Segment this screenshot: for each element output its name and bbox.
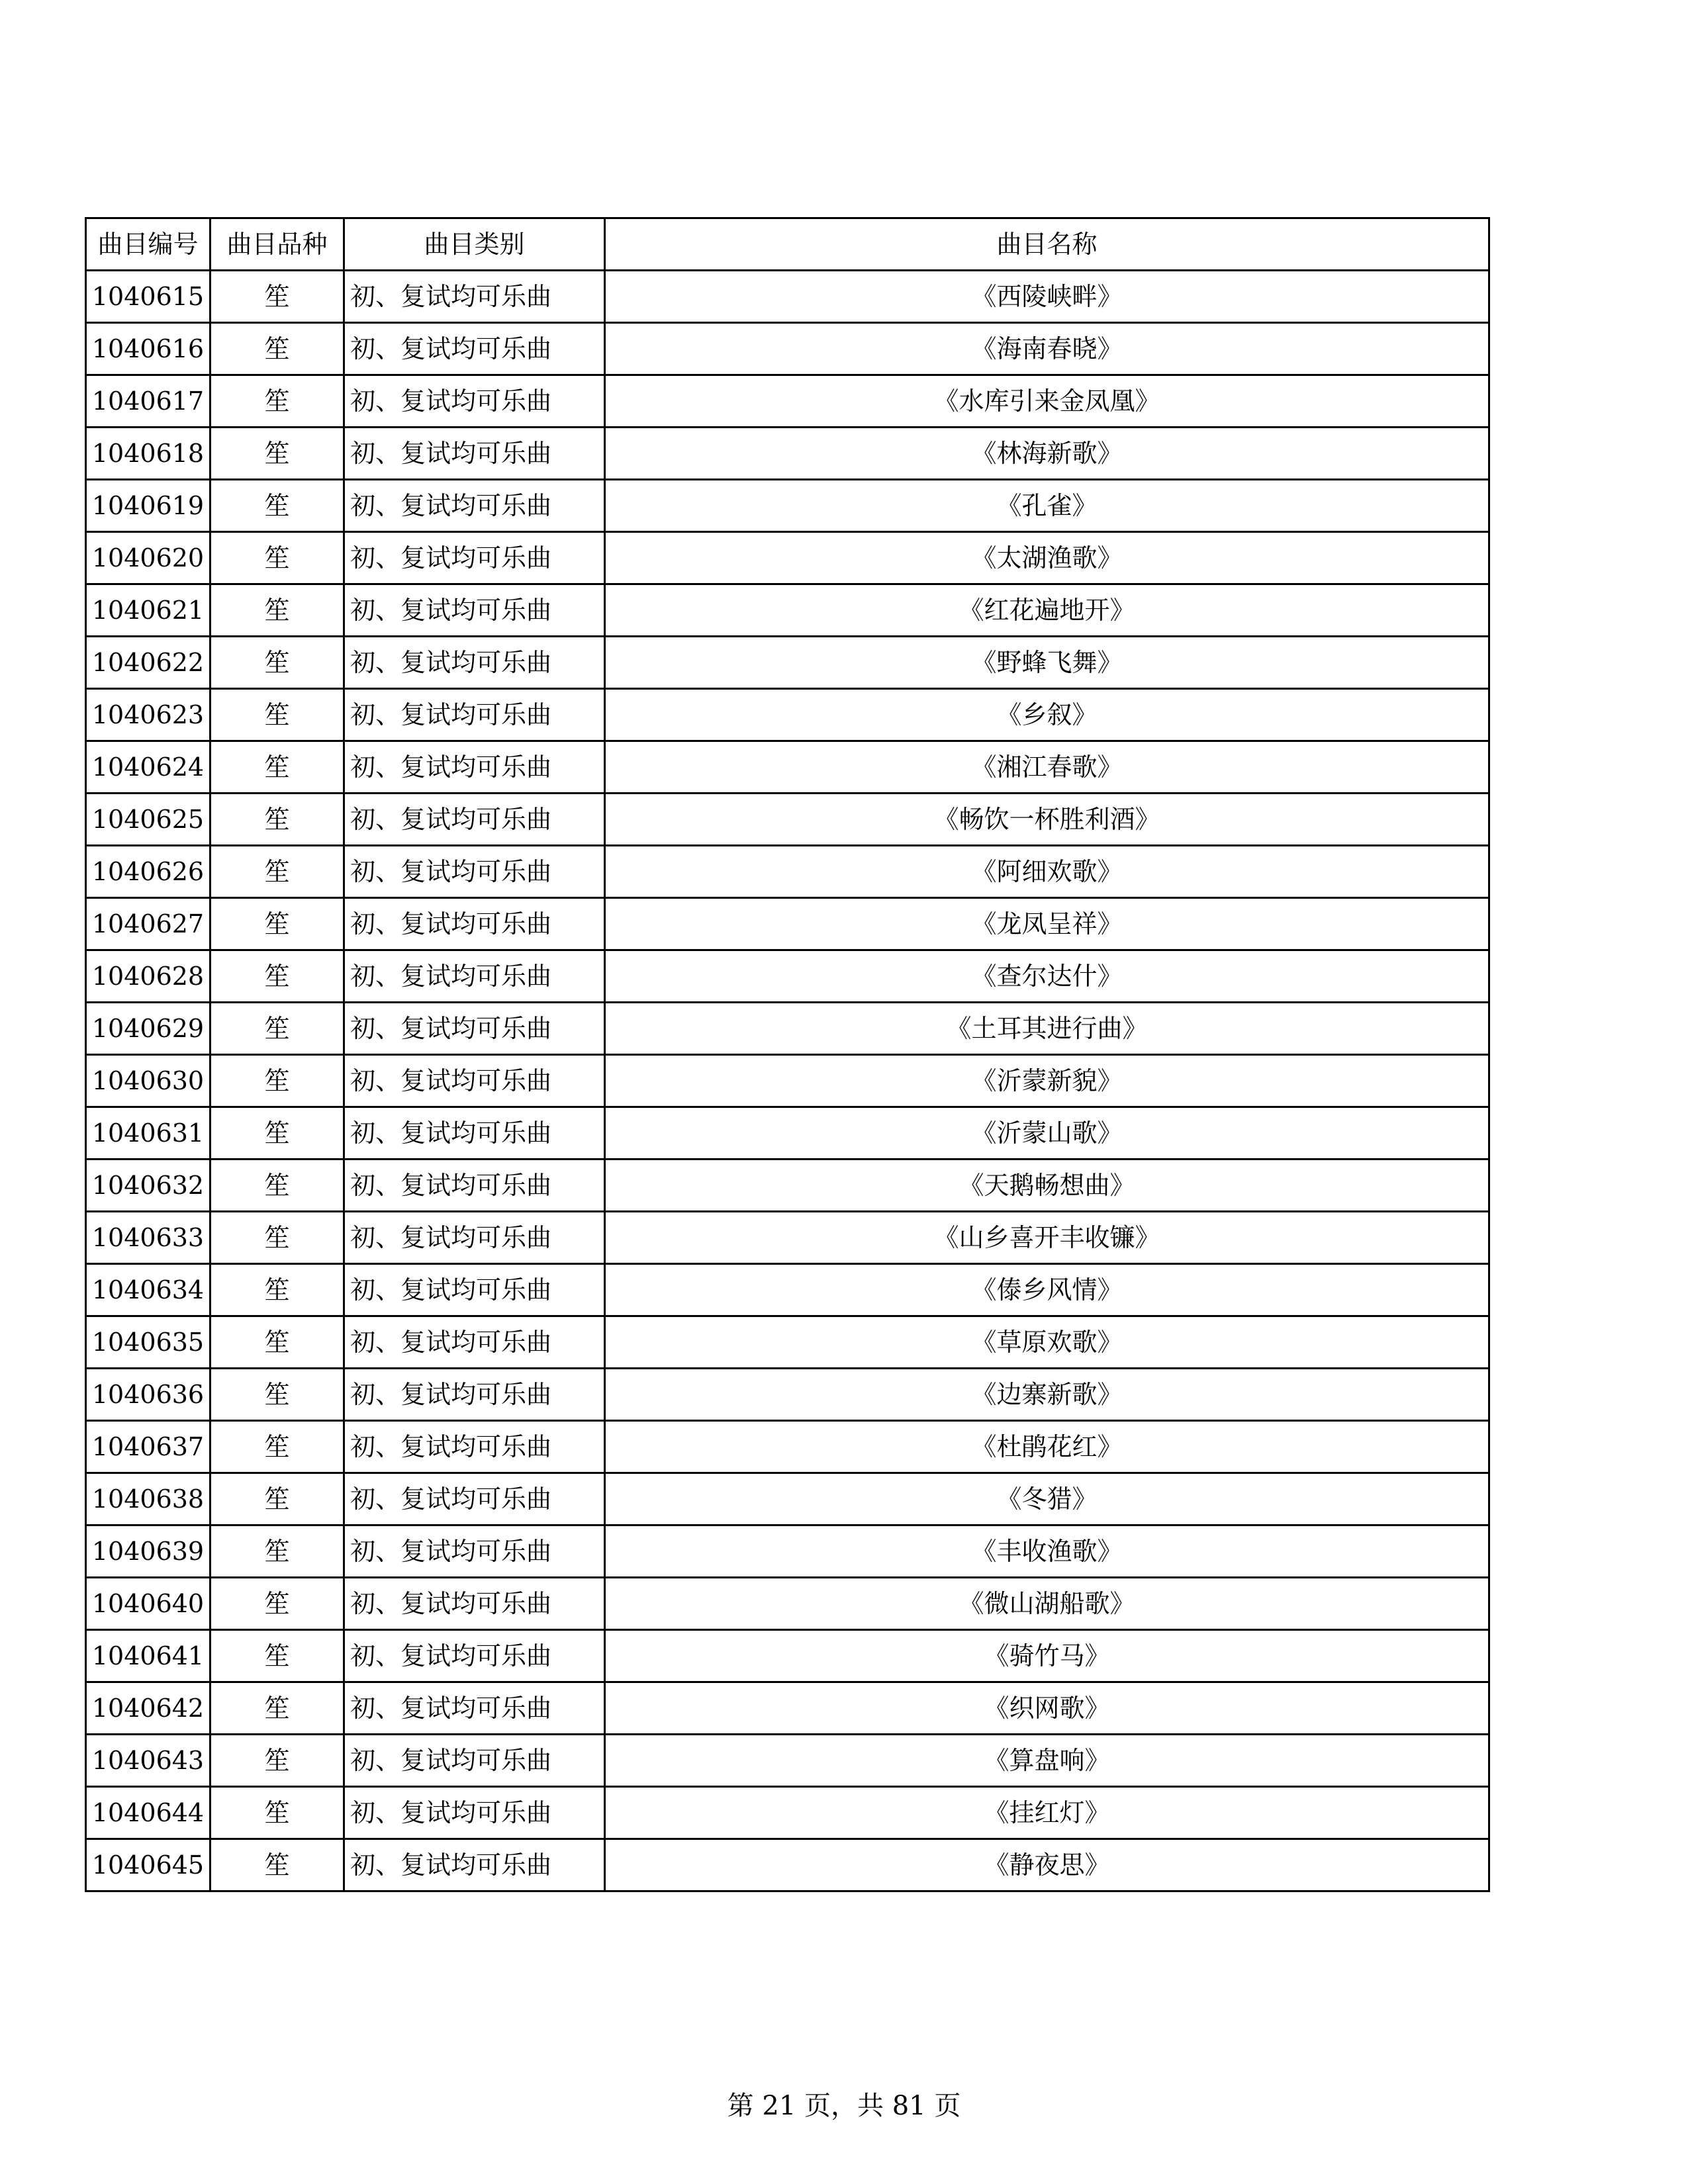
- piece-number-cell: 1040632: [86, 1160, 211, 1212]
- table-row: [86, 1630, 1489, 1682]
- piece-number-cell: 1040639: [86, 1525, 211, 1578]
- instrument-cell: 笙: [211, 584, 344, 637]
- piece-name-cell: 《杜鹃花红》: [605, 1421, 1489, 1473]
- instrument-cell: 笙: [211, 532, 344, 584]
- table-row: [86, 637, 1489, 689]
- category-cell: 初、复试均可乐曲: [344, 1682, 605, 1735]
- piece-number-cell: 1040634: [86, 1264, 211, 1316]
- piece-name-cell: 《天鹅畅想曲》: [605, 1160, 1489, 1212]
- table-row: [86, 689, 1489, 741]
- table-row: [86, 846, 1489, 898]
- table-row: [86, 1107, 1489, 1160]
- instrument-cell: 笙: [211, 898, 344, 950]
- table-row: [86, 1735, 1489, 1787]
- piece-number-cell: 1040641: [86, 1630, 211, 1682]
- piece-number-cell: 1040631: [86, 1107, 211, 1160]
- category-cell: 初、复试均可乐曲: [344, 584, 605, 637]
- category-cell: 初、复试均可乐曲: [344, 1735, 605, 1787]
- category-cell: 初、复试均可乐曲: [344, 375, 605, 428]
- instrument-cell: 笙: [211, 794, 344, 846]
- instrument-cell: 笙: [211, 375, 344, 428]
- category-cell: 初、复试均可乐曲: [344, 1578, 605, 1630]
- instrument-cell: 笙: [211, 950, 344, 1003]
- piece-name-cell: 《织网歌》: [605, 1682, 1489, 1735]
- category-cell: 初、复试均可乐曲: [344, 323, 605, 375]
- piece-number-cell: 1040620: [86, 532, 211, 584]
- instrument-cell: 笙: [211, 1212, 344, 1264]
- piece-name-cell: 《孔雀》: [605, 480, 1489, 532]
- piece-name-cell: 《水库引来金凤凰》: [605, 375, 1489, 428]
- piece-name-cell: 《湘江春歌》: [605, 741, 1489, 794]
- repertoire-table: [85, 217, 1490, 1892]
- instrument-cell: 笙: [211, 1369, 344, 1421]
- piece-number-cell: 1040627: [86, 898, 211, 950]
- instrument-cell: 笙: [211, 1421, 344, 1473]
- instrument-cell: 笙: [211, 1839, 344, 1891]
- instrument-cell: 笙: [211, 1578, 344, 1630]
- header-instrument: 曲目品种: [211, 218, 344, 271]
- category-cell: 初、复试均可乐曲: [344, 1839, 605, 1891]
- instrument-cell: 笙: [211, 1055, 344, 1107]
- piece-name-cell: 《海南春晓》: [605, 323, 1489, 375]
- instrument-cell: 笙: [211, 1787, 344, 1839]
- table-row: [86, 271, 1489, 323]
- instrument-cell: 笙: [211, 1003, 344, 1055]
- header-category: 曲目类别: [344, 218, 605, 271]
- category-cell: 初、复试均可乐曲: [344, 1421, 605, 1473]
- piece-name-cell: 《野蜂飞舞》: [605, 637, 1489, 689]
- instrument-cell: 笙: [211, 1316, 344, 1369]
- piece-number-cell: 1040628: [86, 950, 211, 1003]
- category-cell: 初、复试均可乐曲: [344, 1212, 605, 1264]
- piece-name-cell: 《沂蒙新貌》: [605, 1055, 1489, 1107]
- piece-number-cell: 1040617: [86, 375, 211, 428]
- table-row: [86, 1578, 1489, 1630]
- piece-number-cell: 1040644: [86, 1787, 211, 1839]
- table-row: [86, 1264, 1489, 1316]
- instrument-cell: 笙: [211, 1107, 344, 1160]
- header-piece-name: 曲目名称: [605, 218, 1489, 271]
- instrument-cell: 笙: [211, 741, 344, 794]
- instrument-cell: 笙: [211, 1160, 344, 1212]
- category-cell: 初、复试均可乐曲: [344, 1316, 605, 1369]
- piece-number-cell: 1040621: [86, 584, 211, 637]
- table-row: [86, 1003, 1489, 1055]
- table-row: [86, 1525, 1489, 1578]
- piece-name-cell: 《草原欢歌》: [605, 1316, 1489, 1369]
- piece-number-cell: 1040616: [86, 323, 211, 375]
- category-cell: 初、复试均可乐曲: [344, 950, 605, 1003]
- category-cell: 初、复试均可乐曲: [344, 689, 605, 741]
- instrument-cell: 笙: [211, 846, 344, 898]
- table-row: [86, 794, 1489, 846]
- piece-name-cell: 《傣乡风情》: [605, 1264, 1489, 1316]
- piece-name-cell: 《龙凤呈祥》: [605, 898, 1489, 950]
- category-cell: 初、复试均可乐曲: [344, 637, 605, 689]
- piece-number-cell: 1040633: [86, 1212, 211, 1264]
- piece-number-cell: 1040636: [86, 1369, 211, 1421]
- category-cell: 初、复试均可乐曲: [344, 1160, 605, 1212]
- category-cell: 初、复试均可乐曲: [344, 1473, 605, 1525]
- piece-name-cell: 《查尔达什》: [605, 950, 1489, 1003]
- table-row: [86, 1160, 1489, 1212]
- category-cell: 初、复试均可乐曲: [344, 428, 605, 480]
- table-row: [86, 375, 1489, 428]
- piece-name-cell: 《林海新歌》: [605, 428, 1489, 480]
- category-cell: 初、复试均可乐曲: [344, 846, 605, 898]
- page-number: 第 21 页，共 81 页: [727, 2091, 961, 2121]
- piece-name-cell: 《畅饮一杯胜利酒》: [605, 794, 1489, 846]
- table-body: [86, 271, 1489, 1891]
- header-piece-number: 曲目编号: [86, 218, 211, 271]
- category-cell: 初、复试均可乐曲: [344, 1107, 605, 1160]
- instrument-cell: 笙: [211, 1473, 344, 1525]
- piece-number-cell: 1040615: [86, 271, 211, 323]
- table-header-row: [86, 218, 1489, 271]
- table-row: [86, 1369, 1489, 1421]
- instrument-cell: 笙: [211, 1630, 344, 1682]
- category-cell: 初、复试均可乐曲: [344, 532, 605, 584]
- piece-number-cell: 1040643: [86, 1735, 211, 1787]
- piece-number-cell: 1040638: [86, 1473, 211, 1525]
- instrument-cell: 笙: [211, 1682, 344, 1735]
- piece-number-cell: 1040640: [86, 1578, 211, 1630]
- piece-name-cell: 《西陵峡畔》: [605, 271, 1489, 323]
- category-cell: 初、复试均可乐曲: [344, 1787, 605, 1839]
- table-row: [86, 1421, 1489, 1473]
- piece-name-cell: 《沂蒙山歌》: [605, 1107, 1489, 1160]
- instrument-cell: 笙: [211, 323, 344, 375]
- piece-name-cell: 《骑竹马》: [605, 1630, 1489, 1682]
- table-row: [86, 1682, 1489, 1735]
- table-row: [86, 1212, 1489, 1264]
- category-cell: 初、复试均可乐曲: [344, 480, 605, 532]
- piece-number-cell: 1040625: [86, 794, 211, 846]
- piece-number-cell: 1040622: [86, 637, 211, 689]
- category-cell: 初、复试均可乐曲: [344, 1264, 605, 1316]
- table-row: [86, 428, 1489, 480]
- table-row: [86, 741, 1489, 794]
- piece-number-cell: 1040629: [86, 1003, 211, 1055]
- category-cell: 初、复试均可乐曲: [344, 741, 605, 794]
- piece-name-cell: 《冬猎》: [605, 1473, 1489, 1525]
- piece-name-cell: 《丰收渔歌》: [605, 1525, 1489, 1578]
- table-row: [86, 1839, 1489, 1891]
- instrument-cell: 笙: [211, 1735, 344, 1787]
- piece-number-cell: 1040619: [86, 480, 211, 532]
- table-row: [86, 898, 1489, 950]
- instrument-cell: 笙: [211, 1264, 344, 1316]
- category-cell: 初、复试均可乐曲: [344, 898, 605, 950]
- table-row: [86, 584, 1489, 637]
- piece-number-cell: 1040642: [86, 1682, 211, 1735]
- piece-number-cell: 1040630: [86, 1055, 211, 1107]
- piece-name-cell: 《挂红灯》: [605, 1787, 1489, 1839]
- piece-name-cell: 《算盘响》: [605, 1735, 1489, 1787]
- piece-name-cell: 《乡叙》: [605, 689, 1489, 741]
- table-row: [86, 1473, 1489, 1525]
- piece-name-cell: 《阿细欢歌》: [605, 846, 1489, 898]
- table-row: [86, 950, 1489, 1003]
- instrument-cell: 笙: [211, 1525, 344, 1578]
- piece-name-cell: 《山乡喜开丰收镰》: [605, 1212, 1489, 1264]
- table-row: [86, 323, 1489, 375]
- table-row: [86, 1316, 1489, 1369]
- table-row: [86, 1787, 1489, 1839]
- instrument-cell: 笙: [211, 428, 344, 480]
- piece-name-cell: 《边寨新歌》: [605, 1369, 1489, 1421]
- piece-number-cell: 1040645: [86, 1839, 211, 1891]
- piece-number-cell: 1040635: [86, 1316, 211, 1369]
- instrument-cell: 笙: [211, 689, 344, 741]
- category-cell: 初、复试均可乐曲: [344, 1055, 605, 1107]
- piece-number-cell: 1040637: [86, 1421, 211, 1473]
- table-row: [86, 532, 1489, 584]
- table-row: [86, 1055, 1489, 1107]
- instrument-cell: 笙: [211, 271, 344, 323]
- instrument-cell: 笙: [211, 637, 344, 689]
- category-cell: 初、复试均可乐曲: [344, 794, 605, 846]
- category-cell: 初、复试均可乐曲: [344, 1369, 605, 1421]
- piece-name-cell: 《太湖渔歌》: [605, 532, 1489, 584]
- piece-name-cell: 《静夜思》: [605, 1839, 1489, 1891]
- table-row: [86, 480, 1489, 532]
- piece-number-cell: 1040618: [86, 428, 211, 480]
- category-cell: 初、复试均可乐曲: [344, 1525, 605, 1578]
- piece-number-cell: 1040623: [86, 689, 211, 741]
- piece-number-cell: 1040626: [86, 846, 211, 898]
- category-cell: 初、复试均可乐曲: [344, 1630, 605, 1682]
- category-cell: 初、复试均可乐曲: [344, 271, 605, 323]
- piece-name-cell: 《土耳其进行曲》: [605, 1003, 1489, 1055]
- category-cell: 初、复试均可乐曲: [344, 1003, 605, 1055]
- instrument-cell: 笙: [211, 480, 344, 532]
- piece-name-cell: 《红花遍地开》: [605, 584, 1489, 637]
- piece-number-cell: 1040624: [86, 741, 211, 794]
- piece-name-cell: 《微山湖船歌》: [605, 1578, 1489, 1630]
